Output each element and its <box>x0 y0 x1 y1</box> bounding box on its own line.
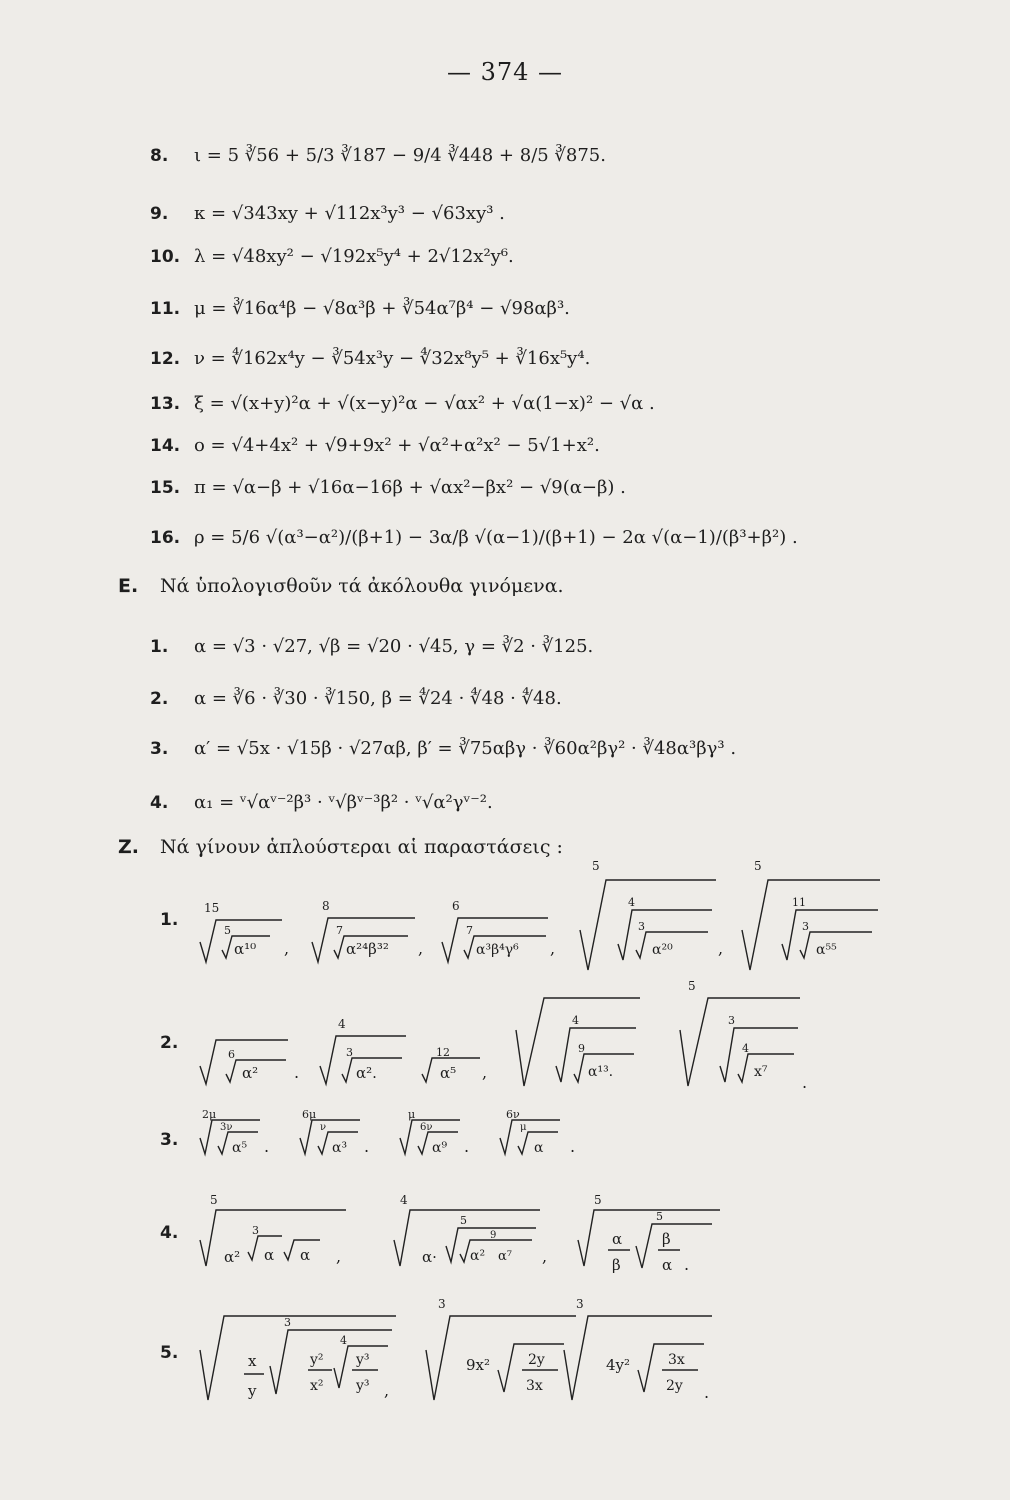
exercise-e-3 <box>150 738 736 759</box>
z-row-5 <box>200 1297 712 1402</box>
separator: . <box>570 1137 576 1156</box>
exercise-d-13 <box>150 393 655 414</box>
radical-index: 4 <box>338 1017 346 1031</box>
exercise-d-8 <box>150 145 606 166</box>
radical-index: 12 <box>436 1046 450 1059</box>
exercise-expression: ξ = √(x+y)²α + √(x−y)²α − √αx² + √α(1−x)² − √α . <box>194 393 655 414</box>
exercise-e-1 <box>150 636 593 657</box>
exercise-expression: λ = √48xy² − √192x⁵y⁴ + 2√12x²y⁶. <box>194 246 514 267</box>
exercise-d-15 <box>150 477 626 498</box>
radicand: α²⁰ <box>652 942 673 958</box>
radical-index: 7 <box>466 924 473 937</box>
fraction-denominator: α <box>662 1256 673 1274</box>
fraction-numerator: 3x <box>668 1352 685 1368</box>
exercise-number: 14. <box>150 436 181 456</box>
exercise-number: 9. <box>150 204 169 224</box>
fraction-numerator: β <box>662 1230 671 1248</box>
z-label-4: 4. <box>160 1223 179 1243</box>
separator: . <box>802 1073 808 1092</box>
radical-index: 6 <box>452 899 460 913</box>
radical-index: μ <box>408 1108 416 1121</box>
radical-index: 3 <box>802 920 809 933</box>
radical-sign <box>636 1224 712 1268</box>
radicand: α⁹ <box>432 1140 448 1156</box>
exercise-number: 11. <box>150 299 181 319</box>
separator: . <box>364 1137 370 1156</box>
exercise-e-2 <box>150 688 562 709</box>
radical-index: 5 <box>460 1214 467 1227</box>
separator: . <box>684 1255 690 1274</box>
fraction-numerator: y³ <box>356 1352 370 1368</box>
exercise-d-9 <box>150 203 505 224</box>
nested-radicals-figure <box>160 859 900 1430</box>
radical-index: 6ν <box>420 1122 433 1133</box>
exercise-expression: π = √α−β + √16α−16β + √αx²−βx² − √9(α−β) . <box>194 477 626 498</box>
radicand: α² <box>242 1064 259 1082</box>
radical-sign <box>394 1210 540 1266</box>
exercise-e-4 <box>150 792 493 813</box>
exercise-expression: α = √3 · √27, √β = √20 · √45, γ = ∛2 · ∛125. <box>194 636 594 657</box>
radicand: α². <box>356 1064 377 1082</box>
radical-index: 5 <box>592 859 600 873</box>
exercise-expression: ο = √4+4x² + √9+9x² + √α²+α²x² − 5√1+x². <box>194 435 600 456</box>
exercise-d-10 <box>150 246 514 267</box>
radical-index: 11 <box>792 896 806 909</box>
exercise-expression: α = ∛6 · ∛30 · ∛150, β = ∜24 · ∜48 · ∜48. <box>194 688 562 709</box>
separator: , <box>384 1381 390 1400</box>
exercise-number: 10. <box>150 247 181 267</box>
radical-index: 4 <box>340 1334 347 1347</box>
radical-index: 3 <box>438 1297 446 1311</box>
radicand: α <box>534 1140 544 1156</box>
section-letter: Ζ. <box>118 836 139 858</box>
fraction-denominator: y <box>248 1382 257 1400</box>
exercise-number: 8. <box>150 146 169 166</box>
radical-index: μ <box>520 1122 527 1133</box>
z-label-1: 1. <box>160 910 179 930</box>
separator: , <box>482 1063 488 1082</box>
radical-index: 7 <box>336 924 343 937</box>
separator: , <box>550 939 556 958</box>
radical-sign <box>300 1120 360 1154</box>
exercise-expression: α′ = √5x · √15β · √27αβ, β′ = ∛75αβγ · ∛60α²βγ² · ∛48α³βγ³ . <box>194 738 737 759</box>
fraction-numerator: α <box>612 1230 623 1248</box>
radicand: α¹⁰ <box>234 940 257 958</box>
radical-index: 3ν <box>220 1122 233 1133</box>
radical-index: 3 <box>346 1046 353 1059</box>
radical-index: 3 <box>252 1224 259 1237</box>
radicand: α· <box>422 1248 437 1266</box>
radical-index: 4 <box>400 1193 408 1207</box>
fraction-numerator: 2y <box>528 1352 545 1368</box>
separator: , <box>542 1247 548 1266</box>
radical-index: 5 <box>594 1193 602 1207</box>
radical-index: 6 <box>228 1048 235 1061</box>
radical-index: 8 <box>322 899 330 913</box>
radical-sign <box>426 1316 576 1400</box>
separator: . <box>464 1137 470 1156</box>
exercise-expression: ι = 5 ∛56 + 5/3 ∛187 − 9/4 ∛448 + 8/5 ∛875. <box>194 145 606 166</box>
radicand: α² <box>224 1248 241 1266</box>
z-row-2 <box>200 979 807 1092</box>
exercise-expression: α₁ = ᵛ√αᵛ⁻²β³ · ᵛ√βᵛ⁻³β² · ᵛ√α²γᵛ⁻². <box>194 792 493 813</box>
radical-index: 3 <box>638 920 645 933</box>
exercise-d-14 <box>150 435 600 456</box>
radical-index: 4 <box>572 1014 579 1027</box>
exercise-number: 16. <box>150 528 181 548</box>
radical-sign <box>500 1120 560 1154</box>
radical-index: 5 <box>656 1210 663 1223</box>
radical-index: 5 <box>210 1193 218 1207</box>
nested-radicals-svg <box>160 859 900 1430</box>
fraction-denominator: 2y <box>666 1378 683 1394</box>
radical-index: 9 <box>578 1042 585 1055</box>
radical-index: 6μ <box>302 1108 317 1121</box>
fraction-denominator: x² <box>310 1378 324 1394</box>
exercise-number: 13. <box>150 394 181 414</box>
radicand: α <box>300 1246 311 1264</box>
radical-sign <box>580 880 716 970</box>
radical-sign <box>270 1330 392 1394</box>
radicand: α¹³. <box>588 1064 614 1080</box>
separator: . <box>294 1063 300 1082</box>
exercise-d-11 <box>150 298 570 319</box>
exercise-number: 4. <box>150 793 169 813</box>
radicand: α³ <box>332 1140 348 1156</box>
radical-index: 6ν <box>506 1108 520 1121</box>
radical-index: 15 <box>204 901 220 915</box>
radical-index: 2μ <box>202 1108 217 1121</box>
coefficient: 9x² <box>466 1356 491 1374</box>
separator: , <box>284 939 290 958</box>
separator: , <box>336 1247 342 1266</box>
radicand: α² <box>470 1248 486 1264</box>
radical-index: 3 <box>728 1014 735 1027</box>
fraction-denominator: β <box>612 1256 621 1274</box>
coefficient: 4y² <box>606 1356 631 1374</box>
section-z-heading <box>118 836 563 858</box>
page-number: — 374 — <box>446 58 564 86</box>
separator: , <box>418 939 424 958</box>
fraction-denominator: 3x <box>526 1378 543 1394</box>
radical-index: 5 <box>224 924 231 937</box>
separator: . <box>704 1383 710 1402</box>
exercise-expression: μ = ∛16α⁴β − √8α³β + ∛54α⁷β⁴ − √98αβ³. <box>194 298 570 319</box>
separator: . <box>264 1137 270 1156</box>
z-label-3: 3. <box>160 1130 179 1150</box>
section-e-heading <box>118 575 564 597</box>
z-row-4 <box>200 1193 720 1274</box>
radical-sign <box>564 1316 712 1400</box>
exercise-d-16 <box>150 527 798 548</box>
exercise-expression: ρ = 5/6 √(α³−α²)/(β+1) − 3α/β √(α−1)/(β+1) − 2α √(α−1)/(β³+β²) . <box>194 527 798 548</box>
z-row-1 <box>200 859 880 970</box>
z-label-2: 2. <box>160 1033 179 1053</box>
radicand: α⁵ <box>232 1140 248 1156</box>
exercise-number: 15. <box>150 478 181 498</box>
radical-index: 9 <box>490 1230 497 1241</box>
fraction-numerator: y² <box>310 1352 324 1368</box>
section-title: Νά ὑπολογισθοῦν τά ἀκόλουθα γινόμενα. <box>160 575 564 597</box>
fraction-numerator: x <box>248 1352 257 1370</box>
section-title: Νά γίνουν ἁπλούστεραι αἱ παραστάσεις : <box>160 836 563 858</box>
radicand: α²⁴β³² <box>346 940 389 958</box>
radical-index: 4 <box>628 896 635 909</box>
section-letter: Ε. <box>118 575 139 597</box>
z-row-3 <box>200 1108 575 1156</box>
radicand: α³β⁴γ⁶ <box>476 942 519 958</box>
radical-index: 3 <box>576 1297 584 1311</box>
exercise-number: 2. <box>150 689 169 709</box>
radical-index: 4 <box>742 1042 749 1055</box>
radical-index: 5 <box>688 979 696 993</box>
radical-index: 5 <box>754 859 762 873</box>
radicand: α⁵ <box>440 1064 457 1082</box>
radicand: x⁷ <box>754 1064 768 1080</box>
separator: , <box>718 939 724 958</box>
exercise-number: 12. <box>150 349 181 369</box>
exercise-number: 1. <box>150 637 169 657</box>
exercise-expression: κ = √343xy + √112x³y³ − √63xy³ . <box>194 203 505 224</box>
radicand: α⁵⁵ <box>816 942 837 958</box>
exercise-expression: ν = ∜162x⁴y − ∛54x³y − ∜32x⁸y⁵ + ∛16x⁵y⁴. <box>194 348 591 369</box>
radical-index: ν <box>320 1122 327 1133</box>
exercise-d-12 <box>150 348 590 369</box>
z-label-5: 5. <box>160 1343 179 1363</box>
radicand: α <box>264 1246 275 1264</box>
radicand: α⁷ <box>498 1249 512 1264</box>
fraction-denominator: y³ <box>356 1378 370 1394</box>
radical-sign <box>742 880 880 970</box>
radical-index: 3 <box>284 1316 291 1329</box>
radical-sign <box>680 998 800 1086</box>
exercise-number: 3. <box>150 739 169 759</box>
